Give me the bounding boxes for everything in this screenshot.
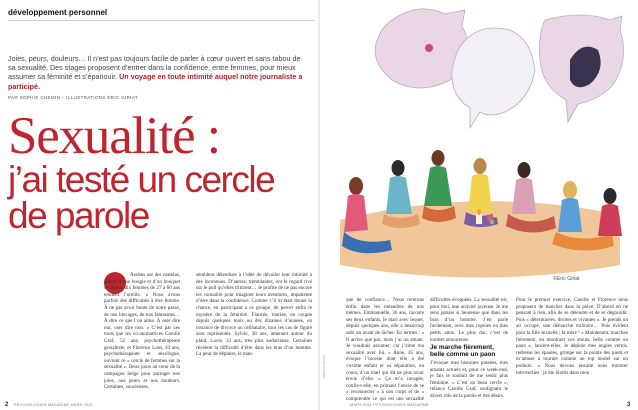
headline-line-2: j’ai testé un cercle [8,159,275,200]
headline-line-3: de parole [8,195,149,236]
bubble-dot [425,44,433,52]
illustration-circle-of-women [320,0,638,290]
footer-left: PSYCHOLOGIES MAGAZINE MARS 2011 [14,403,93,407]
article-column-1: Assises sur des matelas, autour d’une bougie et d’un bouquet de fleurs, dix femmes de 27 à 60 ans tendent l’oreille. « Nous avons parfois des difficultés à être femme. À ne pas avoir honte de notre passé, de nos blocages, de nos fantasmes… À dire ce que l’on aime. À oser dire oui, oser dire non. » C’est par ces mots que les co-animatrices Carolle Graf, 52 ans, psychothérapeute gestaltiste, et Florence Loos, 43 ans, psychothérapeute et sexologue, ouvrent ce « cercle de femmes sur la sexualité ». Deux jours au cœur de la campagne belge pour partager nos joies, nos peurs et nos douleurs. Certaines, soucieuses, [104,272,180,391]
footer-right: MARS 2011 PSYCHOLOGIES MAGAZINE [350,403,429,407]
section-rule [8,20,314,21]
illustration-credit: ©Éric Giriat [553,276,580,282]
headline-main: Sexualité : [8,107,220,165]
article-column-5: Pour le premier exercice, Carolle et Florence nous proposent de marcher dans la pièce. D’abord en ne pensant à rien, afin de se détendre et de se dégourdir. Puis « déterminées, droites et vivantes ». Je prends un air occupé, une démarche militaire… Puis évident pour la fille sexuelle ; la mère ! » Maintenant, marchez fièrement, en montrant vos atouts, belle comme un paon », lancent-elles. Je déploie mes ongles vernis, redresse les épaules, grimpe sur la pointe des pieds et m’amuse à tourner comme un top model sur un podium. « Nous devons ensuite nous montrer introverties : je me blottis dans mon [516,297,628,376]
byline: PAR SOPHIE CHEMIN – ILLUSTRATIONS ÉRIC GIRIAT [8,95,138,100]
side-code: PSYCHOLOGIES [322,355,326,379]
page-number-left: 2 [5,402,9,408]
page-number-right: 3 [627,402,631,408]
intro-highlight: Un voyage en toute intimité auquel notre journaliste a participé. [8,72,303,91]
section-label: développement personnel [8,8,108,17]
article-column-4a: difficultés évoquées. La sexualité est, pour moi, une activité joyeuse. Je me sens jamais si heureuse que dans les bras d’un homme. J’en parle facilement, avec mes copines ou mes petits amis. Le plus dur, c’est de tomber amoureuse. [430,297,508,341]
article-subhead: Je marche fièrement, belle comme un paon [430,344,496,359]
article-column-3: que de confiance… Nous rentrons enfin dans les méandres de nos mêmes. Emmanuelle, 36 ans, raconte ses deux enfants, le mari avec lequel, depuis quelques ans, elle a beaucoup subi un avant de lâcher. En termes : « Il arrive que pas, mais j’ai un amant. Je voudrais assumer, car j’aime ma sexualité avec lui. » Anne, 45 ans, évoque l’inceste dont elle a été victime enfant et sa séparation, en cours, d’un mari qui dit ne plus avoir envie d’elle. « Ça m’a ravagée, confie-t-elle, en primant l’envie de se « reconnecter » à son corps et de « comprendre ce qui est une sexualité [346,297,424,401]
intro-text: Joies, peurs, douleurs… Il n’est pas toujours facile de parler à cœur ouvert et sans tabou de sa sexualité. Des stages proposent d’entrer dans la confidence, entre femmes, pour mieux assumer sa féminité et s’épanouir. [8,54,301,82]
article-column-2: semblent détendues à l’idée de dévoiler leur intimité à des inconnues. D’autres, tremblantes, ont le regard rivé sur le pull qu’elles triturent… Je profite de ne pas encore les connaître pour imaginer leurs aventures, impatiente d’être dans la confidence. Comme c’il m’était donné la chance, en participant à ce groupe, de percer enfin le mystère de la féminité. Fiancée, mariée, en couple depuis quelques mois ou des dizaines d’années, en instance de divorce ou célibataire, tous les cas de figure sont représentés. Sylvie, 38 ans, amenant autour du plaid, Lucie, 33 ans, très plus audacieuse. Certaines révèlent la difficulté d’être dans les bras d’un homme. La peur de déplaire, le man- [196,272,312,358]
intro-paragraph [8,54,308,91]
headline [8,107,318,236]
article-column-4b: J’évoque mes histoires passées, mes amants actuels et, pour ce week-end, je fais le souhait de me sentir plus féminine. « C’est un beau cercle », relance Carolle Graf, soulignant le divers rôle de la parole et des désirs. [430,360,508,399]
